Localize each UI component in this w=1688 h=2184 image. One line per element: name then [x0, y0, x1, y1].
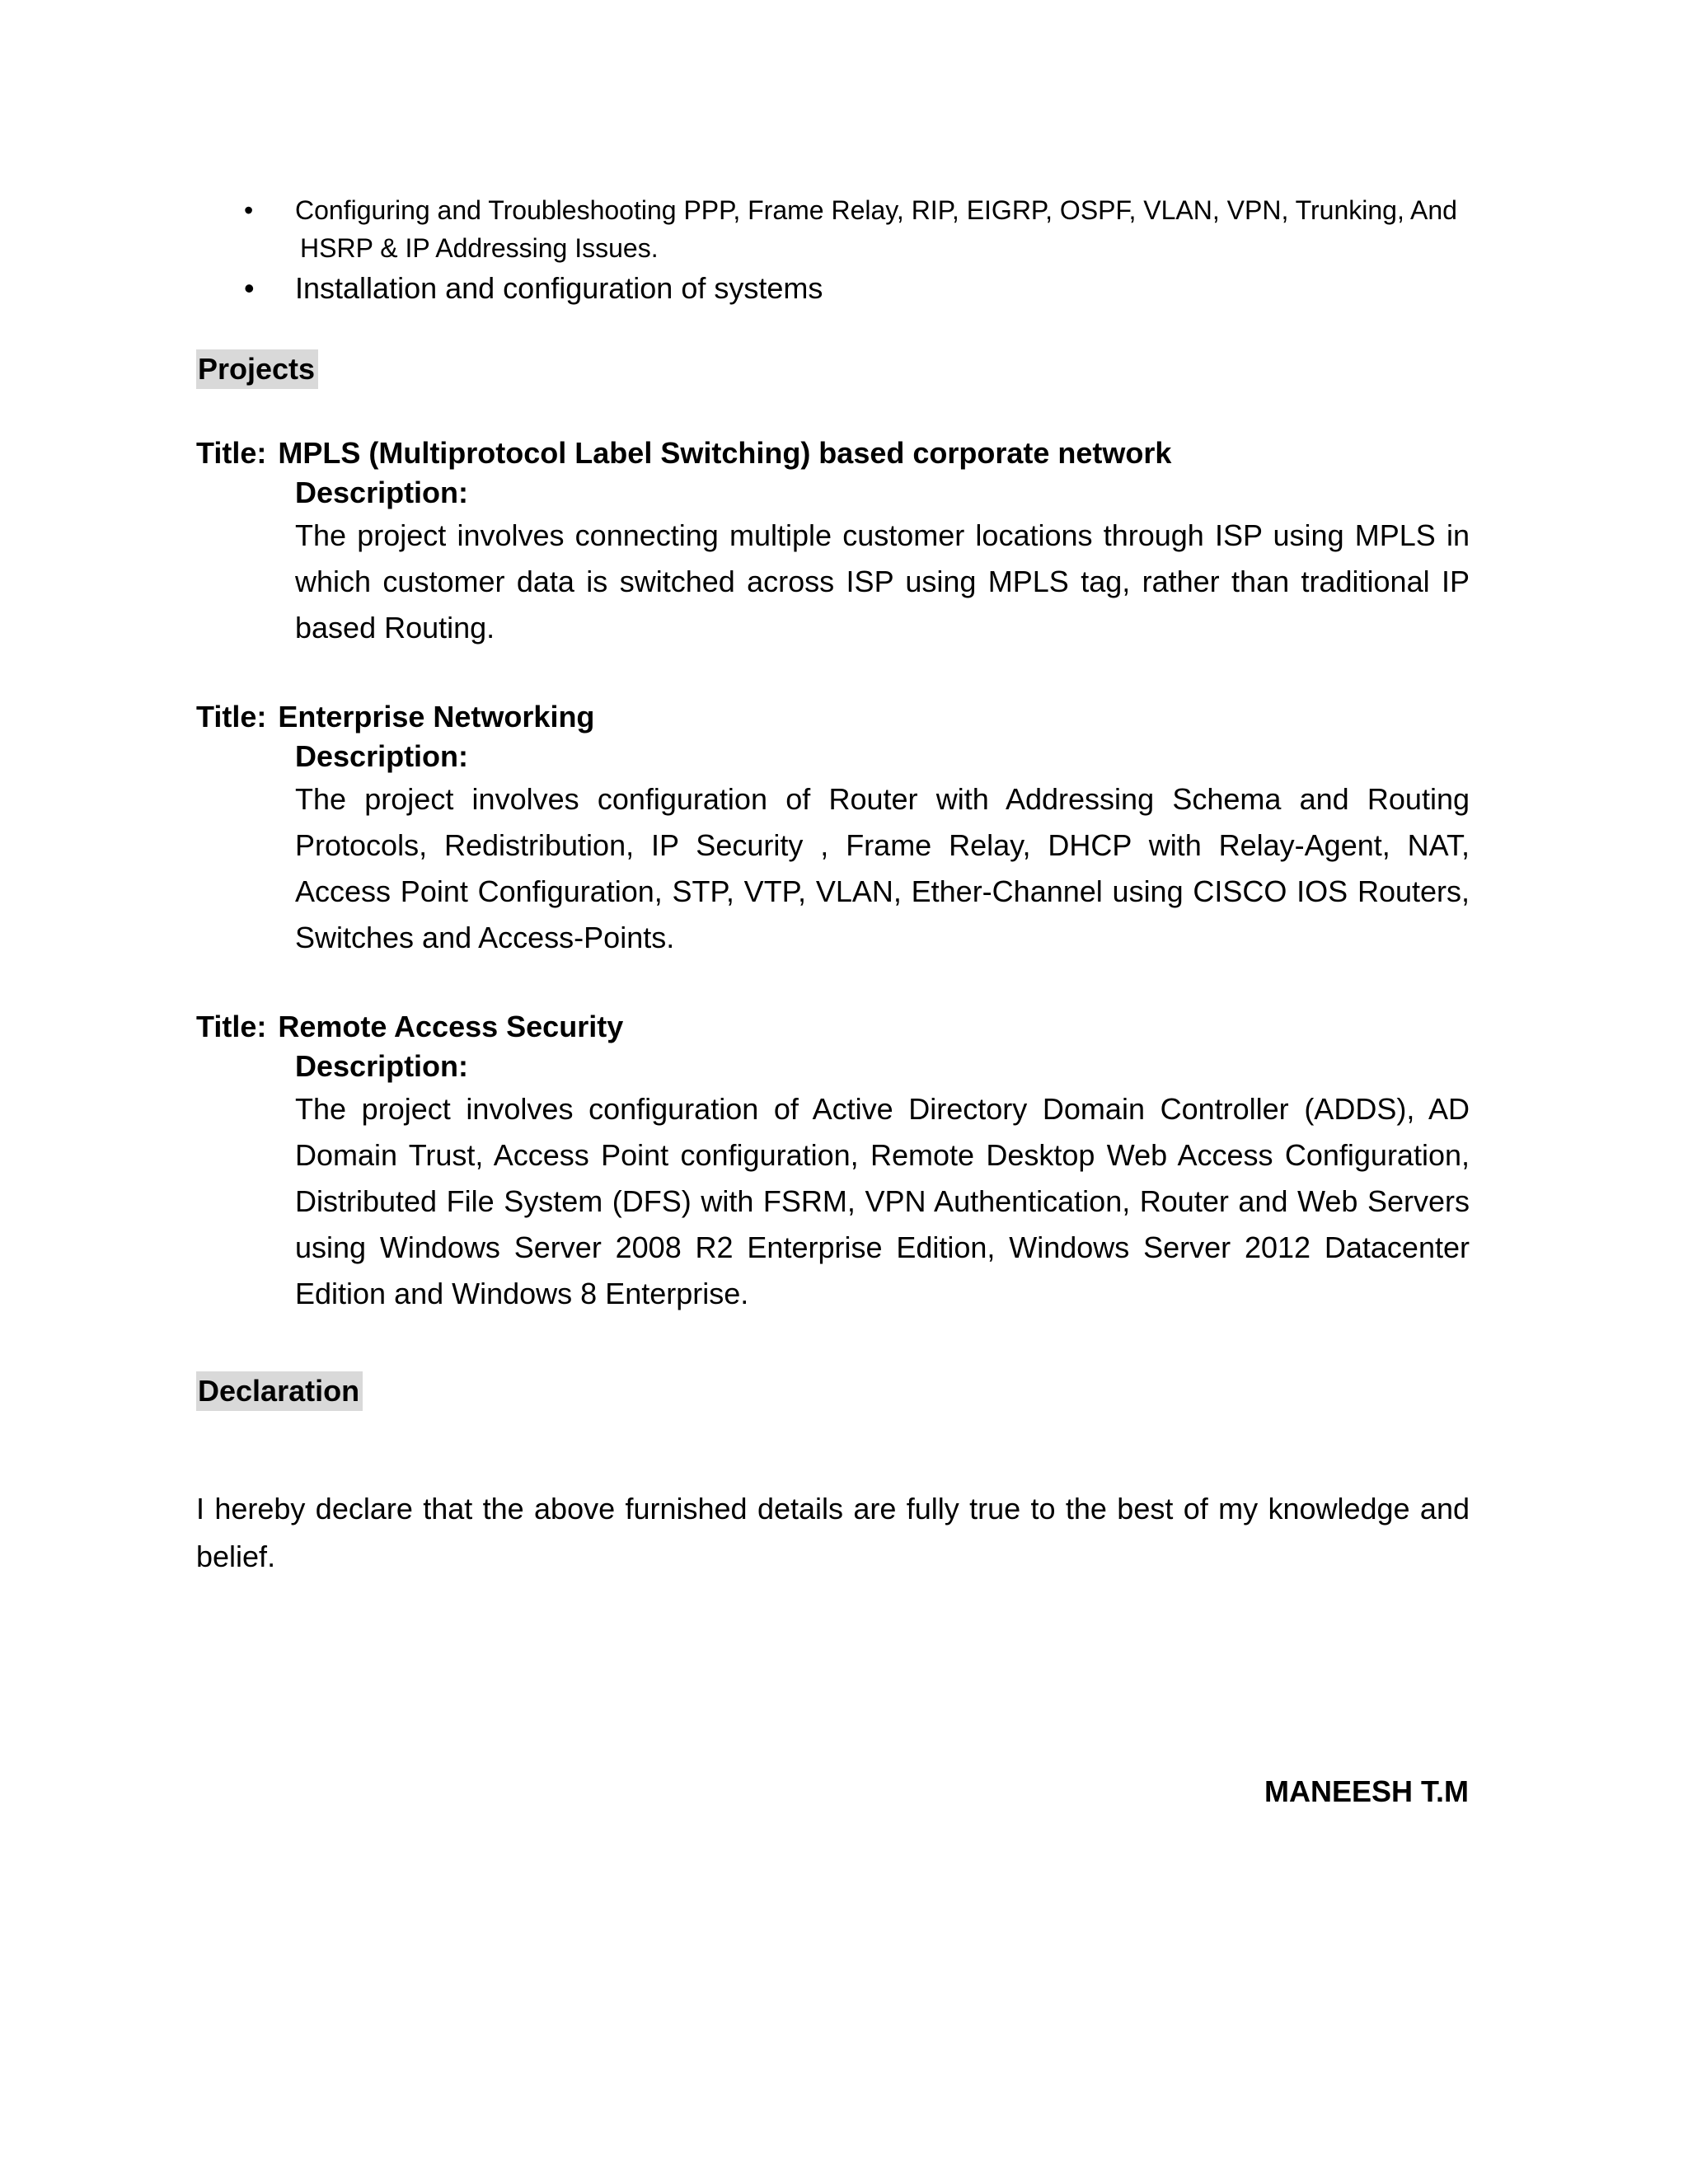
title-prefix: Title:	[196, 700, 267, 733]
title-prefix: Title:	[196, 1010, 267, 1043]
declaration-heading: Declaration	[196, 1371, 363, 1411]
description-text: The project involves connecting multiple customer locations through ISP using MPLS in which customer data is switched across ISP using MPLS tag, rather than traditional IP based Routing.	[295, 518, 1470, 644]
title-prefix: Title:	[196, 436, 267, 470]
project-title-text: Remote Access Security	[278, 1010, 624, 1043]
bullet-icon: •	[244, 271, 255, 305]
description-label: Description:	[295, 739, 469, 773]
project-title-text: MPLS (Multiprotocol Label Switching) based corporate network	[278, 436, 1172, 470]
description-block	[295, 1047, 1470, 1317]
description-label: Description:	[295, 1049, 469, 1083]
description-label: Description:	[295, 476, 469, 509]
description-block	[295, 473, 1470, 651]
description-text: The project involves configuration of Active Directory Domain Controller (ADDS), AD Domain Trust, Access Point configuration, Remote Desktop Web Access Configuration, Distributed File System (DFS) with FSRM, VPN Authentication, Router and Web Servers using Windows Server 2008 R2 Enterprise Edition, Windows Server 2012 Datacenter Edition and Windows 8 Enterprise.	[295, 1092, 1470, 1310]
project-enterprise-networking	[196, 697, 1470, 961]
list-item	[196, 191, 1482, 267]
projects-heading: Projects	[196, 349, 318, 389]
bullet-icon: •	[244, 195, 254, 225]
description-text: The project involves configuration of Router with Addressing Schema and Routing Protocols, Redistribution, IP Security , Frame Relay, DHCP with Relay-Agent, NAT, Access Point Configuration, STP, VTP, VLAN, Ether-Channel using CISCO IOS Routers, Switches and Access-Points.	[295, 782, 1470, 954]
project-title-text: Enterprise Networking	[278, 700, 595, 733]
bullet-text: Installation and configuration of systems	[295, 271, 823, 305]
bullet-text-line2: HSRP & IP Addressing Issues.	[300, 233, 659, 263]
description-block	[295, 737, 1470, 961]
project-remote-access-security	[196, 1007, 1470, 1317]
project-title	[196, 434, 1470, 473]
project-mpls	[196, 434, 1470, 651]
project-title	[196, 1007, 1470, 1047]
project-title	[196, 697, 1470, 737]
skills-bullet-list	[196, 191, 1482, 308]
signature-name: MANEESH T.M	[1264, 1774, 1469, 1808]
list-item	[196, 269, 1482, 308]
bullet-text-line1: Configuring and Troubleshooting PPP, Frame Relay, RIP, EIGRP, OSPF, VLAN, VPN, Trunking, And	[295, 195, 1457, 225]
declaration-text: I hereby declare that the above furnished details are fully true to the best of my knowledge and belief.	[196, 1492, 1470, 1573]
